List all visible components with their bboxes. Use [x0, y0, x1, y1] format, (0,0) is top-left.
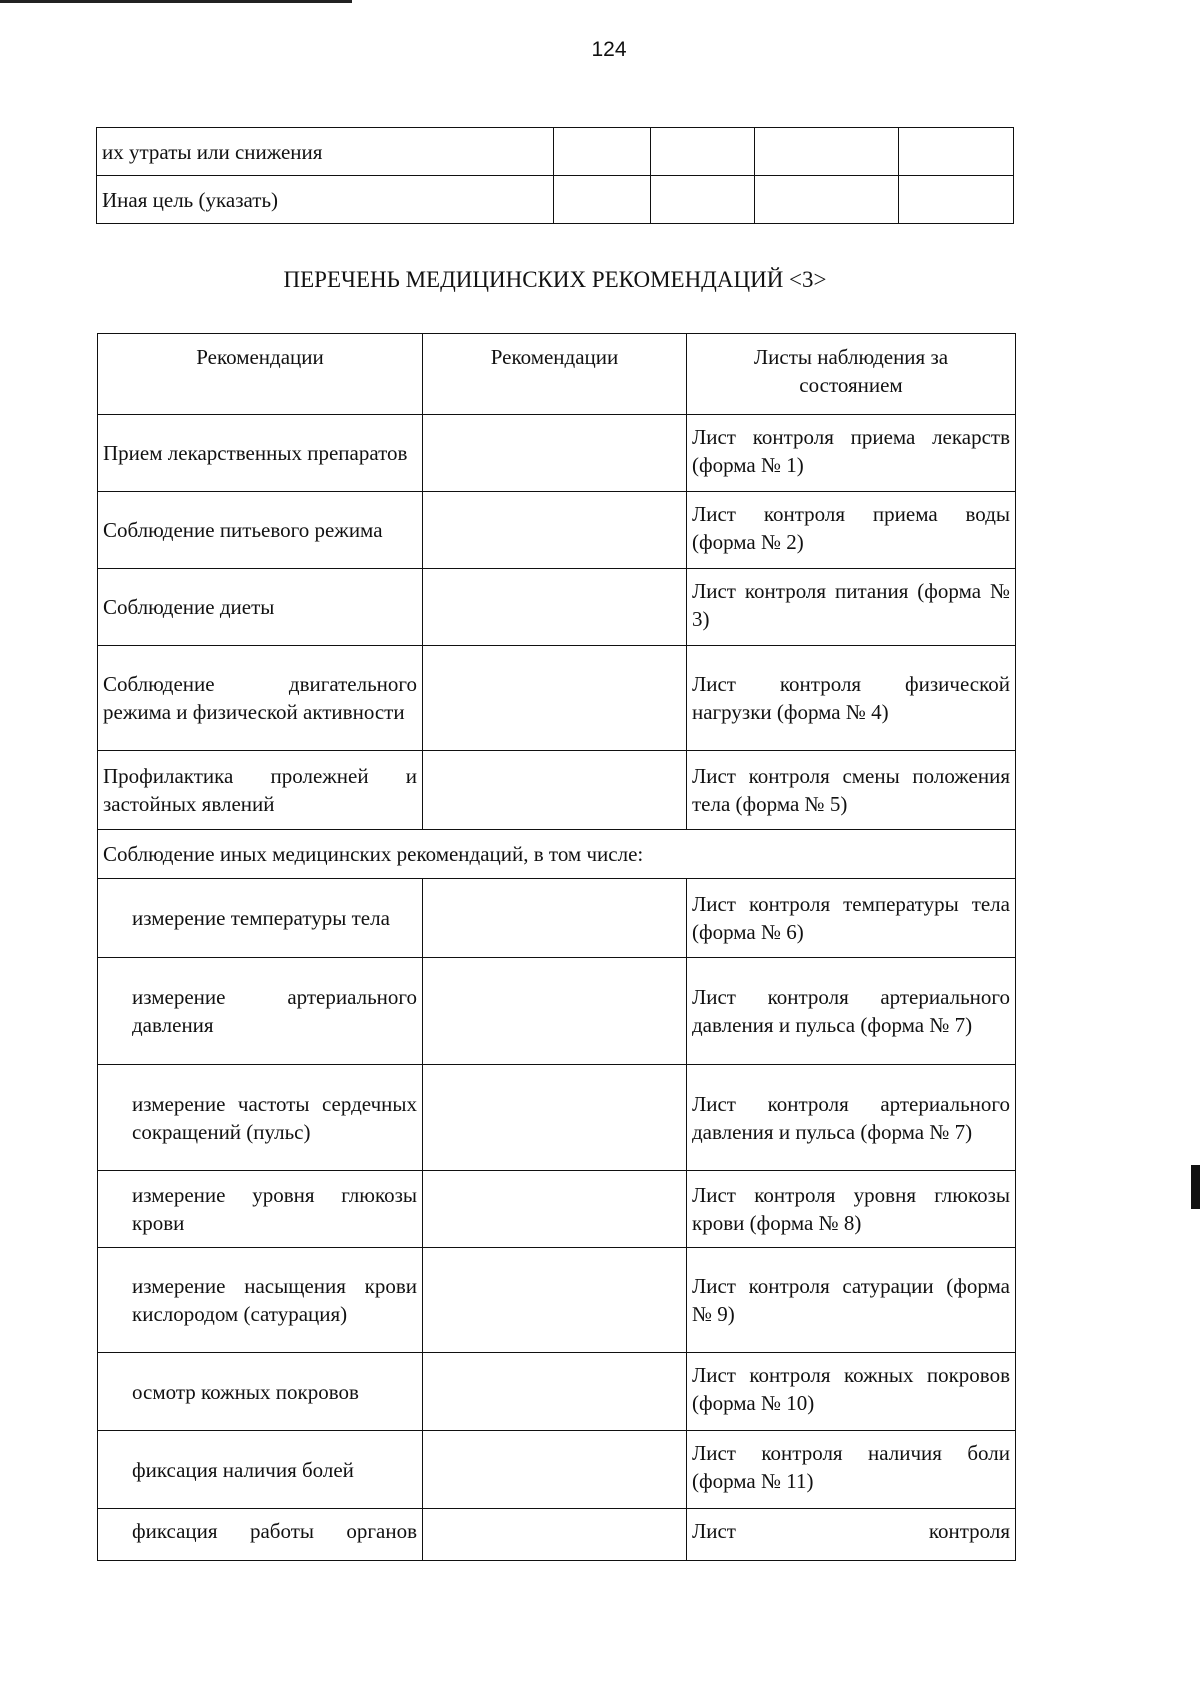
- table-cell: [651, 128, 755, 176]
- recommendation-cell: Соблюдение диеты: [98, 569, 423, 646]
- recommendation-cell: измерение артериального давления: [98, 958, 423, 1065]
- scan-edge-mark: [1191, 1165, 1200, 1209]
- table-cell: [899, 128, 1014, 176]
- recommendations-table: [97, 333, 1016, 1561]
- recommendation-cell: осмотр кожных покровов: [98, 1353, 423, 1431]
- page-number: 124: [591, 38, 627, 61]
- table-row: [98, 879, 1016, 958]
- recommendation-cell: Соблюдение двигательного режима и физической активности: [98, 646, 423, 751]
- group-label: Соблюдение иных медицинских рекомендаций, в том числе:: [98, 830, 1016, 879]
- observation-sheet-cell: Лист контроля уровня глюкозы крови (форма № 8): [687, 1171, 1016, 1248]
- recommendation-cell: Соблюдение питьевого режима: [98, 492, 423, 569]
- table-row: [98, 751, 1016, 830]
- recommendation-cell: Прием лекарственных препаратов: [98, 415, 423, 492]
- table-cell: [423, 492, 687, 569]
- goal-label: Иная цель (указать): [97, 176, 554, 224]
- recommendation-cell: измерение насыщения крови кислородом (сатурация): [98, 1248, 423, 1353]
- table-row: [98, 492, 1016, 569]
- observation-sheet-cell: Лист контроля артериального давления и пульса (форма № 7): [687, 1065, 1016, 1171]
- table-row: [98, 1509, 1016, 1561]
- observation-sheet-cell: Лист контроля температуры тела (форма № 6): [687, 879, 1016, 958]
- table-cell: [755, 128, 899, 176]
- table-cell: [423, 1171, 687, 1248]
- goal-label: их утраты или снижения: [97, 128, 554, 176]
- observation-sheet-cell: Лист контроля сатурации (форма № 9): [687, 1248, 1016, 1353]
- column-header: Рекомендации: [98, 334, 423, 415]
- table-cell: [423, 646, 687, 751]
- recommendation-cell: измерение температуры тела: [98, 879, 423, 958]
- table-cell: [423, 958, 687, 1065]
- table-row: [98, 646, 1016, 751]
- table-cell: [423, 751, 687, 830]
- observation-sheet-cell: Лист контроля смены положения тела (форма № 5): [687, 751, 1016, 830]
- table-header-row: [98, 334, 1016, 415]
- observation-sheet-cell: Лист контроля физической нагрузки (форма № 4): [687, 646, 1016, 751]
- recommendation-cell: фиксация работы органов: [98, 1509, 423, 1561]
- table-cell: [651, 176, 755, 224]
- table-cell: [554, 128, 651, 176]
- top-rule: [0, 0, 352, 3]
- observation-sheet-cell: Лист контроля кожных покровов (форма № 10): [687, 1353, 1016, 1431]
- recommendation-cell: фиксация наличия болей: [98, 1431, 423, 1509]
- observation-sheet-cell: Лист контроля: [687, 1509, 1016, 1561]
- table-row: [98, 1353, 1016, 1431]
- table-cell: [423, 1248, 687, 1353]
- observation-sheet-cell: Лист контроля наличия боли (форма № 11): [687, 1431, 1016, 1509]
- section-title: ПЕРЕЧЕНЬ МЕДИЦИНСКИХ РЕКОМЕНДАЦИЙ <3>: [283, 267, 827, 292]
- table-cell: [554, 176, 651, 224]
- table-row: [97, 128, 1014, 176]
- table-row: [98, 958, 1016, 1065]
- goals-table: [96, 127, 1014, 224]
- table-row: [98, 830, 1016, 879]
- table-row: [98, 569, 1016, 646]
- column-header: Рекомендации: [423, 334, 687, 415]
- table-row: [97, 176, 1014, 224]
- table-cell: [423, 1431, 687, 1509]
- observation-sheet-cell: Лист контроля приема лекарств (форма № 1): [687, 415, 1016, 492]
- table-row: [98, 1248, 1016, 1353]
- table-row: [98, 1171, 1016, 1248]
- table-cell: [423, 569, 687, 646]
- table-row: [98, 1431, 1016, 1509]
- recommendation-cell: Профилактика пролежней и застойных явлений: [98, 751, 423, 830]
- table-cell: [423, 1065, 687, 1171]
- recommendation-cell: измерение уровня глюкозы крови: [98, 1171, 423, 1248]
- table-cell: [423, 879, 687, 958]
- recommendation-cell: измерение частоты сердечных сокращений (пульс): [98, 1065, 423, 1171]
- table-row: [98, 1065, 1016, 1171]
- table-cell: [899, 176, 1014, 224]
- table-row: [98, 415, 1016, 492]
- table-cell: [423, 1509, 687, 1561]
- table-cell: [755, 176, 899, 224]
- table-cell: [423, 415, 687, 492]
- observation-sheet-cell: Лист контроля приема воды (форма № 2): [687, 492, 1016, 569]
- column-header: Листы наблюдения за состоянием: [687, 334, 1016, 415]
- observation-sheet-cell: Лист контроля артериального давления и пульса (форма № 7): [687, 958, 1016, 1065]
- table-cell: [423, 1353, 687, 1431]
- observation-sheet-cell: Лист контроля питания (форма № 3): [687, 569, 1016, 646]
